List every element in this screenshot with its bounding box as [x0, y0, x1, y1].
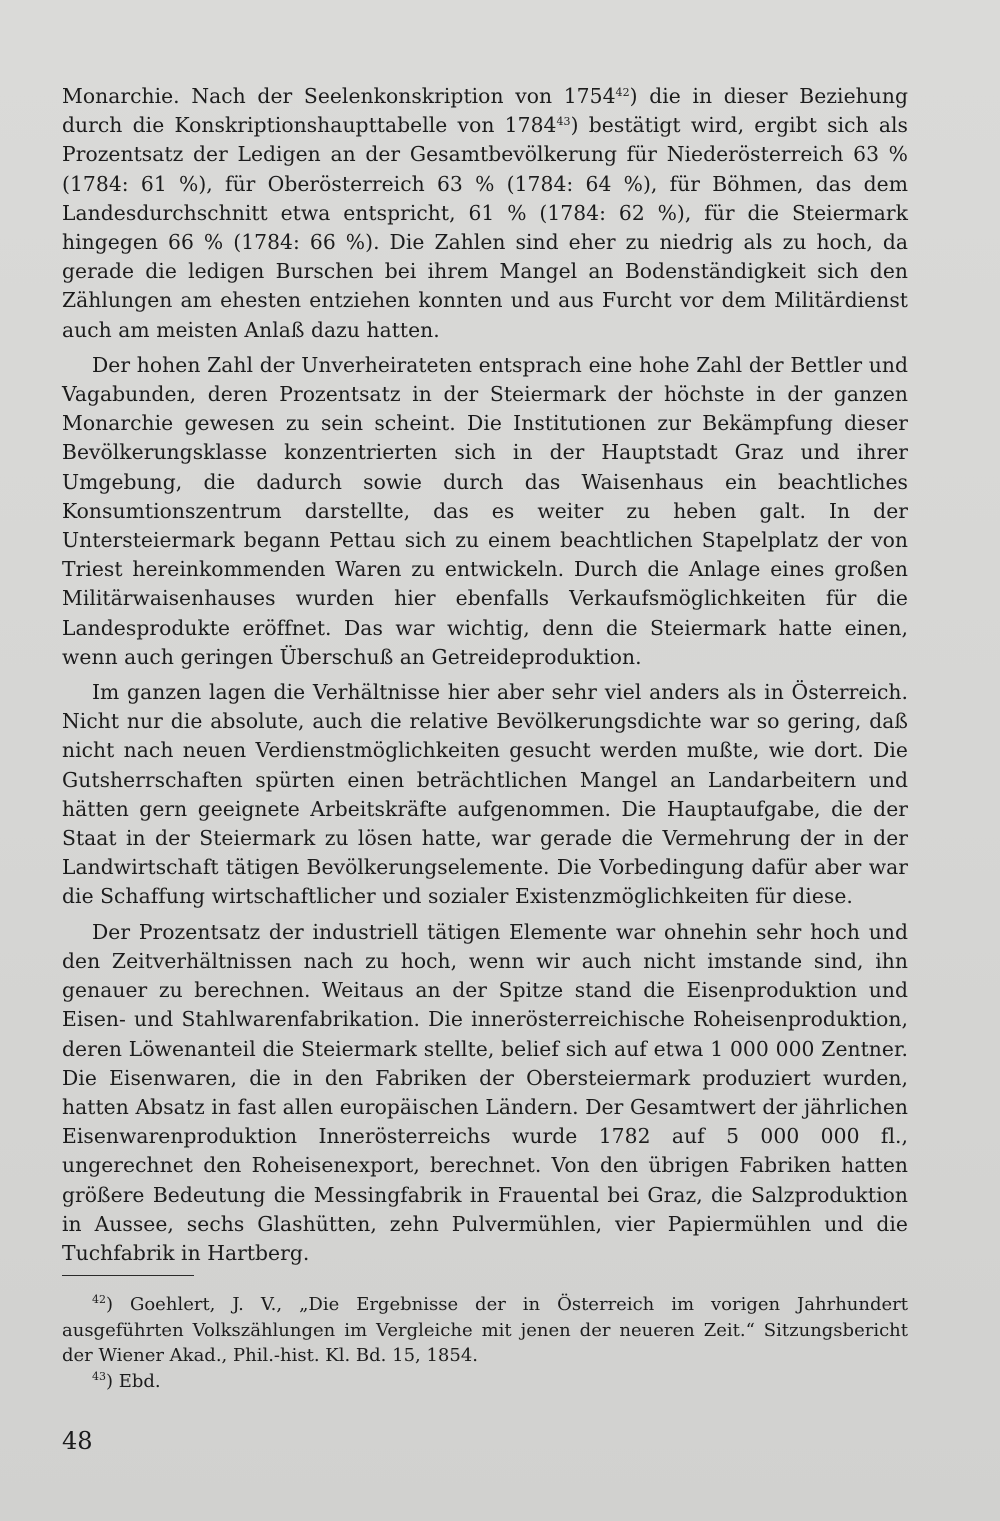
- footnote-ref-43: 43: [556, 115, 571, 129]
- footnote-43: [62, 1369, 908, 1395]
- paragraph-1: [62, 82, 908, 345]
- footnote-ref-42: 42: [615, 86, 630, 99]
- footnote-42: [62, 1292, 908, 1369]
- paragraph-2: Der hohen Zahl der Unverheirateten entsprach eine hohe Zahl der Bettler und Vagabunden, deren Prozentsatz in der Steiermark der höchste in der ganzen Monarchie gewesen zu sein scheint. Die Institutionen zur Bekämpfung dieser Bevölkerungsklasse konzentrierten sich in der Hauptstadt Graz und ihrer Umgebung, die dadurch sowie durch das Waisenhaus ein beachtliches Konsumtionszentrum darstellte, das es weiter zu heben galt. In der Untersteiermark begann Pettau sich zu einem beachtlichen Stapelplatz der von Triest hereinkommenden Waren zu entwickeln. Durch die Anlage eines großen Militärwaisenhauses wurden hier ebenfalls Verkaufsmöglichkeiten für die Landesprodukte eröffnet. Das war wichtig, denn die Steiermark hatte einen, wenn auch geringen Überschuß an Getreideproduktion.: [62, 352, 908, 669]
- footnote-43-text: ) Ebd.: [106, 1370, 161, 1392]
- paragraph-1-start: Monarchie. Nach der Seelenkonskription von 1754: [62, 84, 616, 108]
- paragraph-3: Im ganzen lagen die Verhältnisse hier aber sehr viel anders als in Österreich. Nicht nur die absolute, auch die relative Bevölkerungsdichte war so gering, daß nicht nach neuen Verdienstmöglichkeiten gesucht werden mußte, wie dort. Die Gutsherrschaften spürten einen beträchtlichen Mangel an Landarbeitern und hätten gern geeignete Arbeitskräfte aufgenommen. Die Hauptaufgabe, die der Staat in der Steiermark zu lösen hatte, war gerade die Vermehrung der in der Landwirtschaft tätigen Bevölkerungselemente. Die Vorbedingung dafür aber war die Schaffung wirtschaftlicher und sozialer Existenzmöglichkeiten für diese.: [62, 680, 908, 909]
- paragraph-1-middle: ) die in dieser Beziehung durch die Konskriptionshaupttabelle von 1784: [62, 84, 908, 138]
- footnote-divider: [62, 1275, 194, 1276]
- footnote-42-text: ) Goehlert, J. V., „Die Ergebnisse der in Österreich im vorigen Jahrhundert ausgeführten Volkszählungen im Vergleiche mit jenen der neueren Zeit.“ Sitzungsbericht der Wiener Akad., Phil.-hist. Kl. Bd. 15, 1854.: [62, 1294, 908, 1366]
- page-number: 48: [62, 1427, 93, 1455]
- footnotes: [62, 1292, 908, 1394]
- footnote-42-mark: 42: [92, 1293, 106, 1306]
- footnote-43-mark: 43: [92, 1369, 106, 1383]
- paragraph-4: Der Prozentsatz der industriell tätigen Elemente war ohnehin sehr hoch und den Zeitverhältnissen nach zu hoch, wenn wir auch nicht imstande sind, ihn genauer zu berechnen. Weitaus an der Spitze stand die Eisenproduktion und Eisen- und Stahlwarenfabrikation. Die innerösterreichische Roheisenproduktion, deren Löwenanteil die Steiermark stellte, belief sich auf etwa 1 000 000 Zentner. Die Eisenwaren, die in den Fabriken der Obersteiermark produziert wurden, hatten Absatz in fast allen europäischen Ländern. Der Gesamtwert der jährlichen Eisenwarenproduktion Innerösterreichs wurde 1782 auf 5 000 000 fl., ungerechnet den Roheisenexport, berechnet. Von den übrigen Fabriken hatten größere Bedeutung die Messingfabrik in Frauental bei Graz, die Salzproduktion in Aussee, sechs Glashütten, zehn Pulvermühlen, vier Papiermühlen und die Tuchfabrik in Hartberg.: [62, 919, 908, 1265]
- paragraph-1-end: ) bestätigt wird, ergibt sich als Prozentsatz der Ledigen an der Gesamtbevölkerung für Niederösterreich 63 % (1784: 61 %), für Oberösterreich 63 % (1784: 64 %), für Böhmen, das dem Landesdurchschnitt etwa entspricht, 61 % (1784: 62 %), für die Steiermark hingegen 66 % (1784: 66 %). Die Zahlen sind eher zu niedrig als zu hoch, da gerade die ledigen Burschen bei ihrem Mangel an Bodenständigkeit sich den Zählungen am ehesten entziehen konnten und aus Furcht vor dem Militärdienst auch am meisten Anlaß dazu hatten.: [62, 113, 908, 342]
- body-text: [62, 82, 908, 1268]
